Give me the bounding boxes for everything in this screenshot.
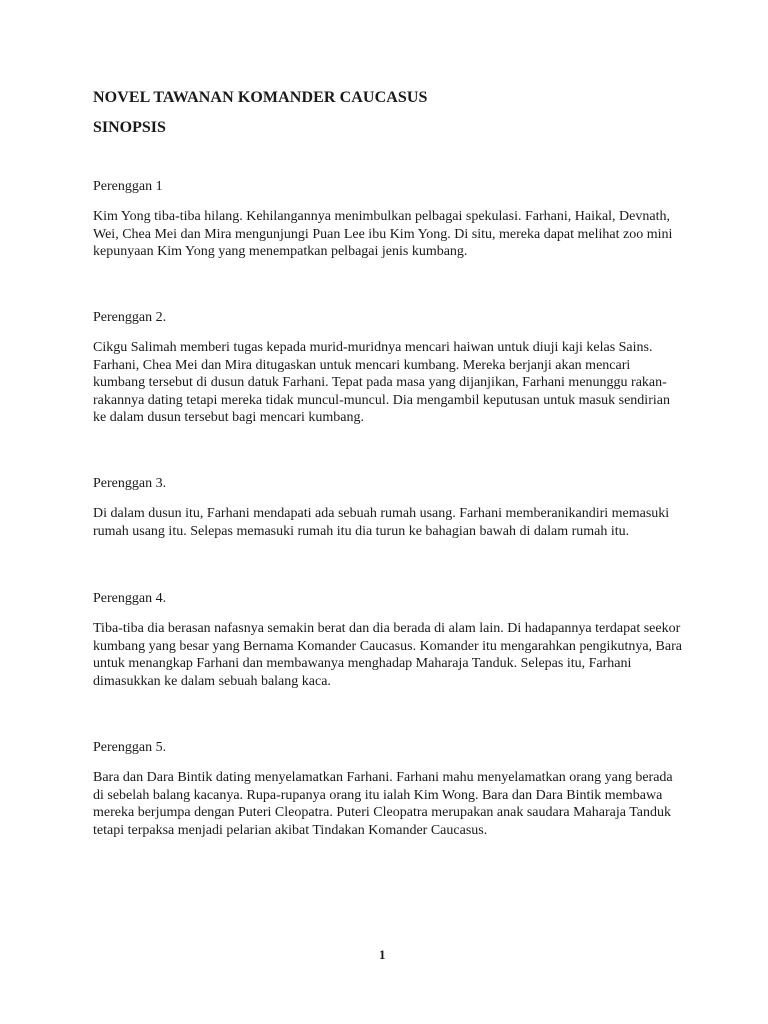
section-heading: Perenggan 1 bbox=[93, 179, 163, 194]
section-body: Tiba-tiba dia berasan nafasnya semakin berat dan dia berada di alam lain. Di hadapannya terdapat seekor kumbang yang besar yang Bernama Komander Caucasus. Komander itu mengarahkan pengikutnya, Bara untuk menangkap Farhani dan membawanya menghadap Maharaja Tanduk. Selepas itu, Farhani dimasukkan ke dalam sebuah balang kaca. bbox=[93, 621, 682, 689]
section-body: Kim Yong tiba-tiba hilang. Kehilangannya menimbulkan pelbagai spekulasi. Farhani, Haikal, Devnath, Wei, Chea Mei dan Mira mengunjungi Puan Lee ibu Kim Yong. Di situ, mereka dapat melihat zoo mini kepunyaan Kim Yong yang menempatkan pelbagai jenis kumbang. bbox=[93, 209, 673, 260]
paragraph-section-5 bbox=[93, 739, 683, 839]
document-subtitle: SINOPSIS bbox=[93, 119, 166, 136]
section-body: Cikgu Salimah memberi tugas kepada murid-muridnya mencari haiwan untuk diuji kaji kelas Sains. Farhani, Chea Mei dan Mira ditugaskan untuk mencari kumbang. Mereka berjanji akan mencari kumbang tersebut di dusun datuk Farhani. Tepat pada masa yang dijanjikan, Farhani menunggu rakan-rakannya dating tetapi mereka tidak muncul-muncul. Dia mengambil keputusan untuk masuk sendirian ke dalam dusun tersebut bagi mencari kumbang. bbox=[93, 340, 670, 426]
section-body: Di dalam dusun itu, Farhani mendapati ada sebuah rumah usang. Farhani memberanikandiri memasuki rumah usang itu. Selepas memasuki rumah itu dia turun ke bahagian bawah di dalam rumah itu. bbox=[93, 506, 670, 539]
section-body: Bara dan Dara Bintik dating menyelamatkan Farhani. Farhani mahu menyelamatkan orang yang berada di sebelah balang kacanya. Rupa-rupanya orang itu ialah Kim Wong. Bara dan Dara Bintik membawa mereka berjumpa dengan Puteri Cleopatra. Puteri Cleopatra merupakan anak saudara Maharaja Tanduk tetapi terpaksa menjadi pelarian akibat Tindakan Komander Caucasus. bbox=[93, 770, 673, 838]
section-heading: Perenggan 2. bbox=[93, 310, 167, 325]
section-heading: Perenggan 5. bbox=[93, 740, 167, 755]
page-number: 1 bbox=[379, 947, 386, 962]
paragraph-section-3 bbox=[93, 475, 683, 540]
paragraph-section-1 bbox=[93, 178, 683, 261]
section-heading: Perenggan 4. bbox=[93, 591, 167, 606]
section-heading: Perenggan 3. bbox=[93, 476, 167, 491]
paragraph-section-4 bbox=[93, 590, 683, 690]
document-title: NOVEL TAWANAN KOMANDER CAUCASUS bbox=[93, 89, 428, 106]
paragraph-section-2 bbox=[93, 309, 683, 427]
